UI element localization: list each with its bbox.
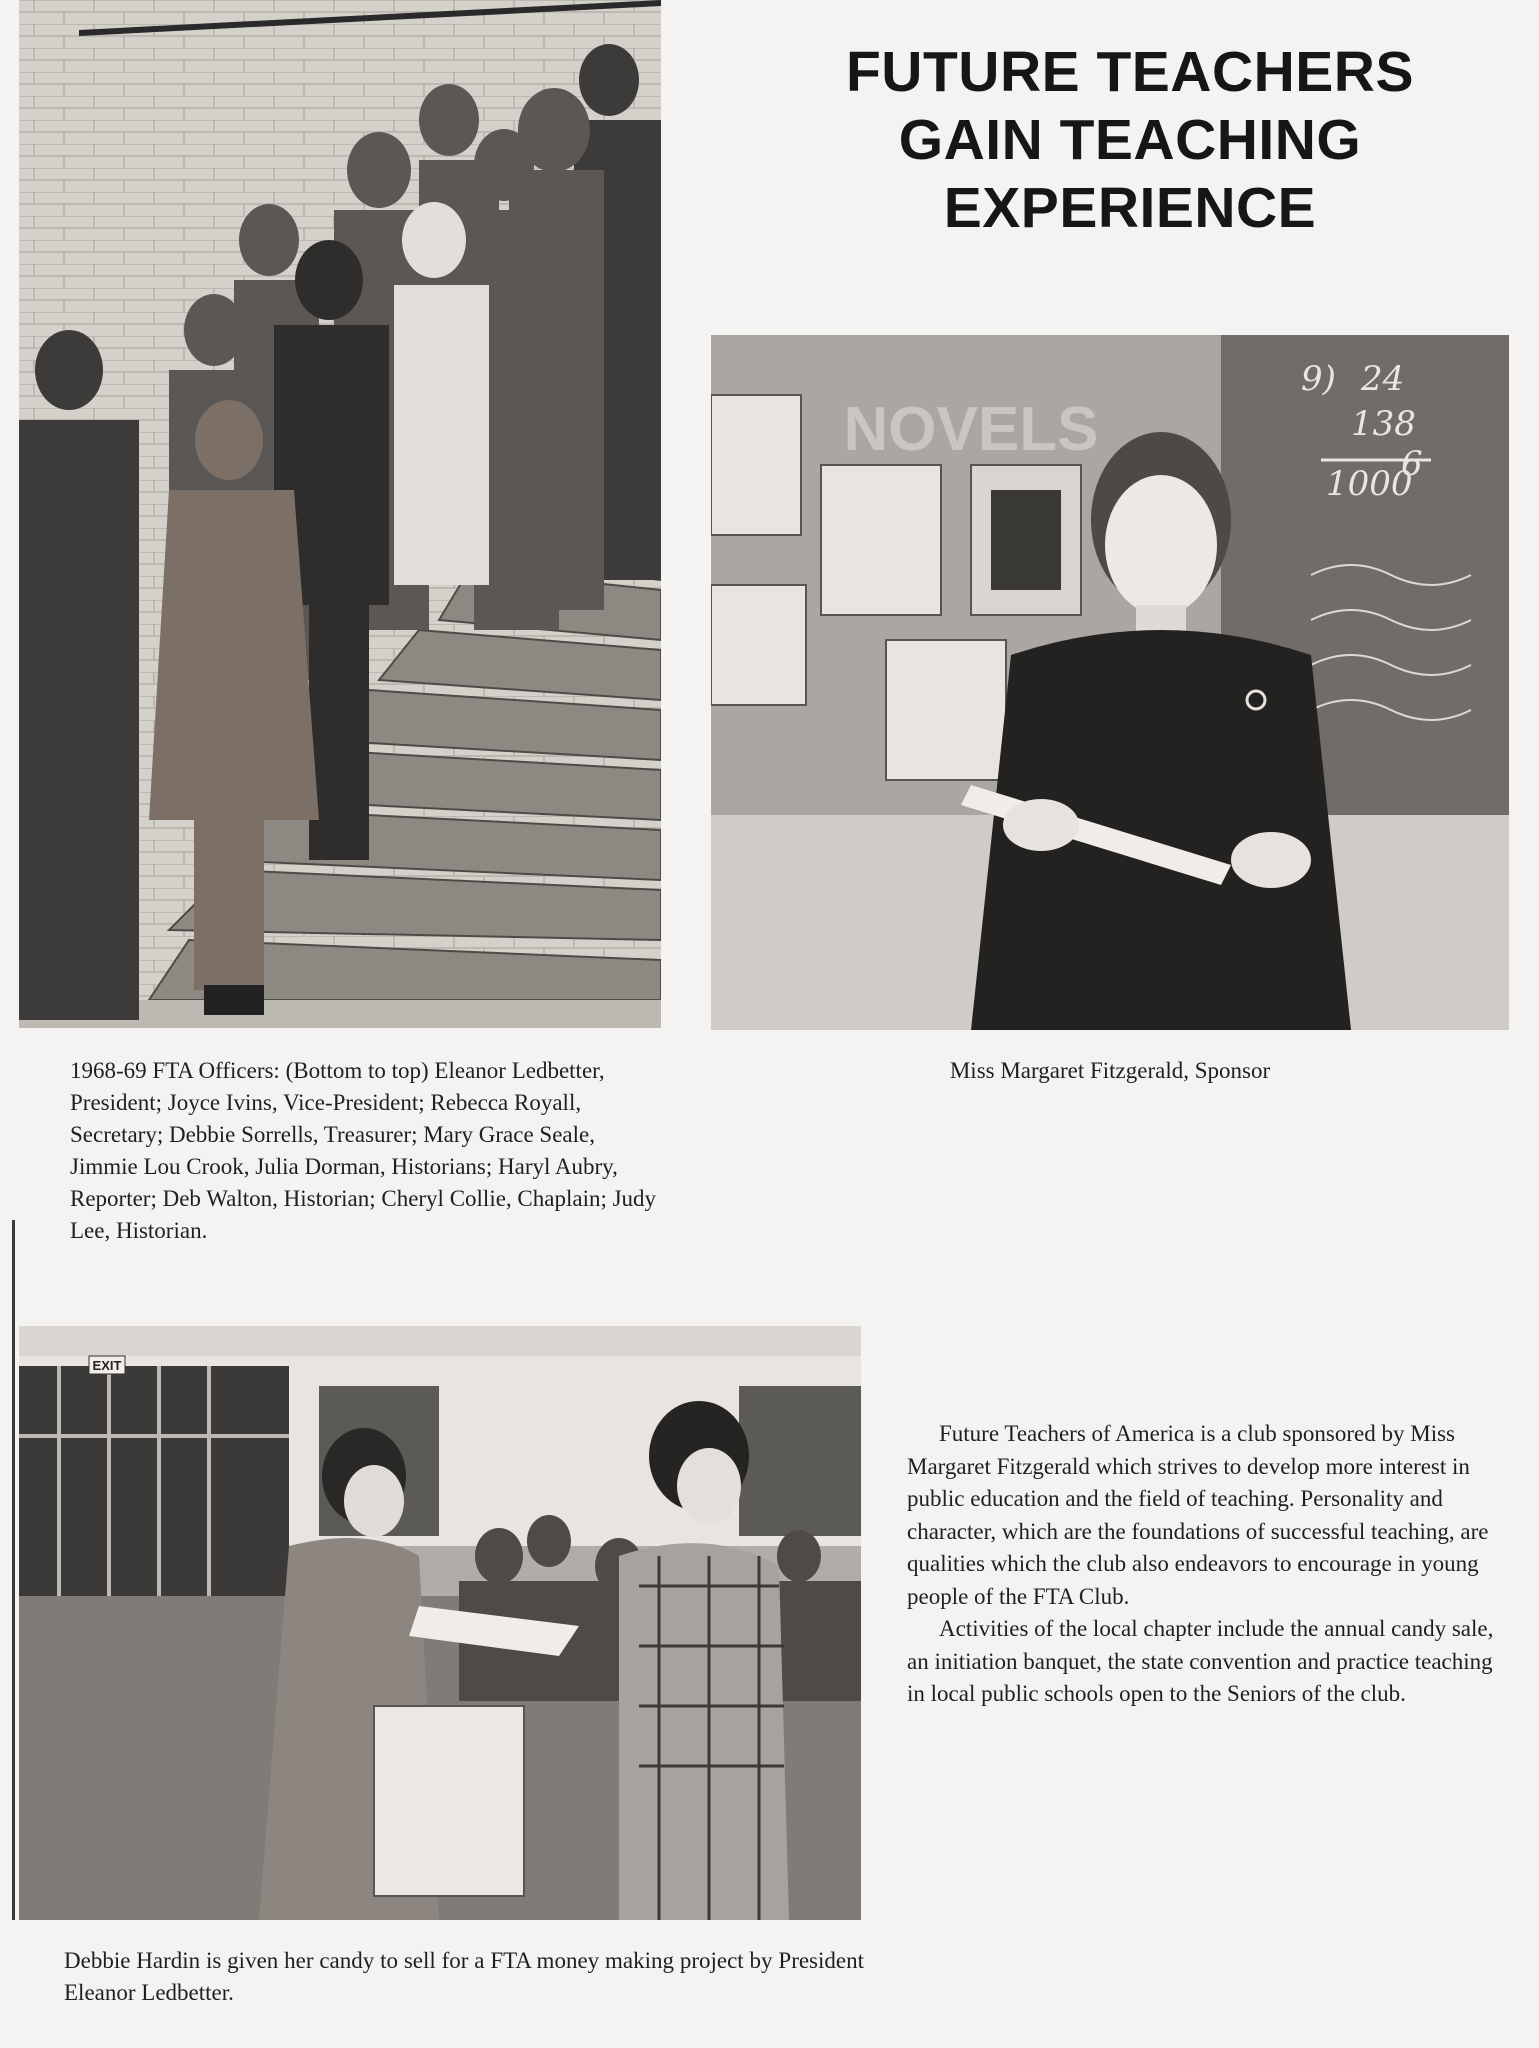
sponsor-photo-caption: Miss Margaret Fitzgerald, Sponsor xyxy=(949,1058,1271,1083)
sponsor-portrait-photo xyxy=(711,335,1509,1030)
chalkboard-number-1: 24 xyxy=(1361,359,1405,399)
chalkboard-problem-label: 9) xyxy=(1301,359,1336,399)
article-paragraph: Activities of the local chapter include the annual candy sale, an initiation banquet, the state convention and practice teaching in local public schools open to the Seniors of the club. xyxy=(907,1616,1494,1706)
chalkboard-number-2: 138 xyxy=(1351,404,1416,444)
chalkboard-number-4: 1000 xyxy=(1326,464,1413,504)
officers-group-photo xyxy=(19,0,661,1028)
article-paragraph: Future Teachers of America is a club sponsored by Miss Margaret Fitzgerald which strives to develop more interest in public education and the field of teaching. Personality and character, which are the foundations of successful teaching, are qualities which the club also endeavors to encourage in young people of the FTA Club. xyxy=(907,1421,1489,1609)
article-body xyxy=(907,1418,1507,1711)
page-headline xyxy=(780,38,1480,242)
bulletin-board-text: NOVELS xyxy=(843,395,1099,464)
officers-photo-caption: 1968-69 FTA Officers: (Bottom to top) Eleanor Ledbetter, President; Joyce Ivins, Vice-President; Rebecca Royall, Secretary; Debbie Sorrells, Treasurer; Mary Grace Seale, Jimmie Lou Crook, Julia Dorman, Historians; Haryl Aubry, Reporter; Deb Walton, Historian; Cheryl Collie, Chaplain; Judy Lee, Historian. xyxy=(70,1058,657,1243)
candy-sale-photo xyxy=(19,1326,861,1920)
chalkboard-number-3: 6 xyxy=(1401,444,1423,484)
exit-sign-text: EXIT xyxy=(92,1358,122,1373)
page-binding-edge xyxy=(12,1220,15,1920)
headline-line-2: GAIN TEACHING xyxy=(898,108,1362,172)
headline-line-3: EXPERIENCE xyxy=(943,176,1317,240)
headline-line-1: FUTURE TEACHERS xyxy=(845,40,1414,104)
candy-photo-caption: Debbie Hardin is given her candy to sell for a FTA money making project by President Eleanor Ledbetter. xyxy=(64,1948,864,2005)
